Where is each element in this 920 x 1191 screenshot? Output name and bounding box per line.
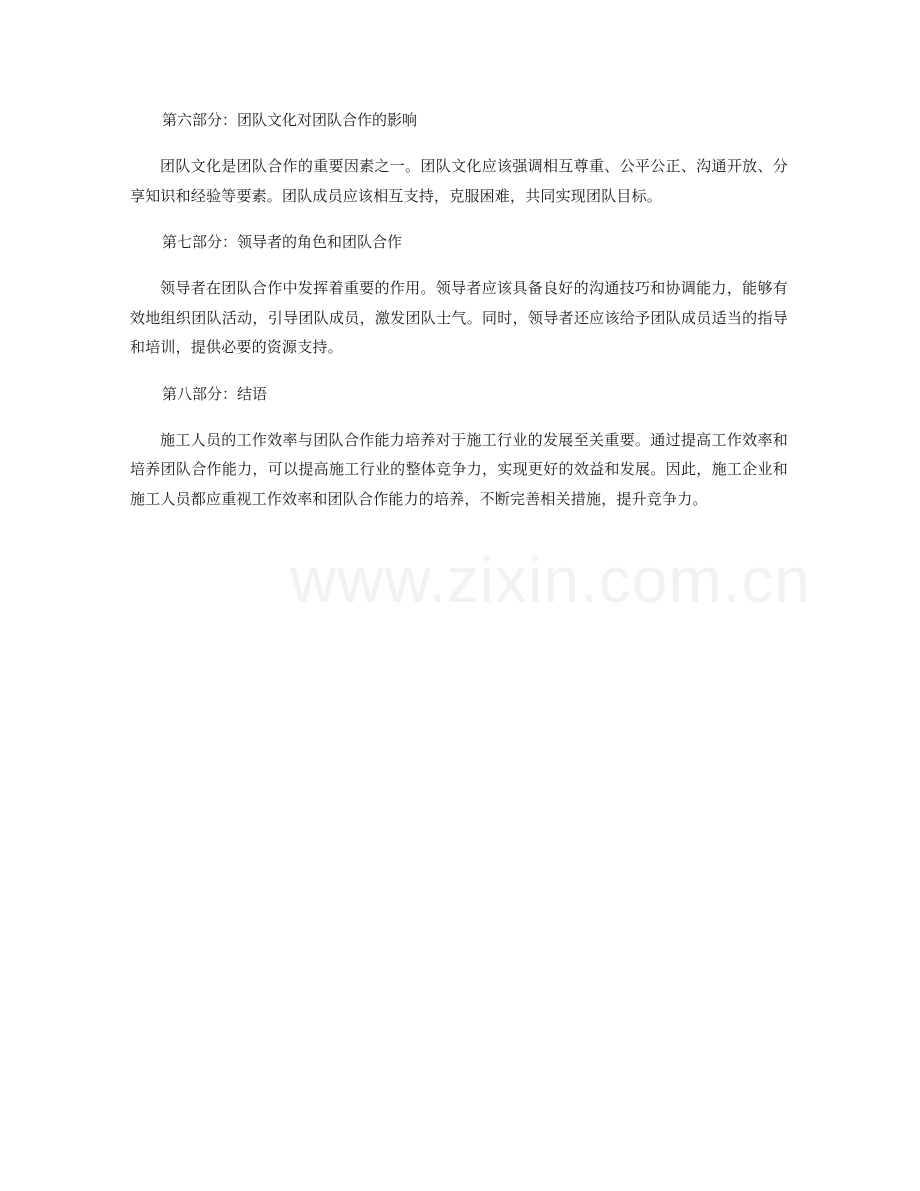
document-body xyxy=(130,106,788,531)
watermark: www.zixin.com.cn xyxy=(290,544,811,616)
section-paragraph-8: 施工人员的工作效率与团队合作能力培养对于施工行业的发展至关重要。通过提高工作效率和培养团队合作能力，可以提高施工行业的整体竞争力，实现更好的效益和发展。因此，施工企业和施工人员都应重视工作效率和团队合作能力的培养，不断完善相关措施，提升竞争力。 xyxy=(130,430,788,508)
section-heading-6: 第六部分：团队文化对团队合作的影响 xyxy=(162,111,418,129)
section-heading-8: 第八部分：结语 xyxy=(162,384,268,403)
section-paragraph-7: 领导者在团队合作中发挥着重要的作用。领导者应该具备良好的沟通技巧和协调能力，能够有效地组织团队活动，引导团队成员，激发团队士气。同时，领导者还应该给予团队成员适当的指导和培训，提供必要的资源支持。 xyxy=(130,279,788,356)
section-paragraph-6: 团队文化是团队合作的重要因素之一。团队文化应该强调相互尊重、公平公正、沟通开放、分享知识和经验等要素。团队成员应该相互支持，克服困难，共同实现团队目标。 xyxy=(130,157,788,205)
section-heading-7: 第七部分：领导者的角色和团队合作 xyxy=(162,233,403,251)
